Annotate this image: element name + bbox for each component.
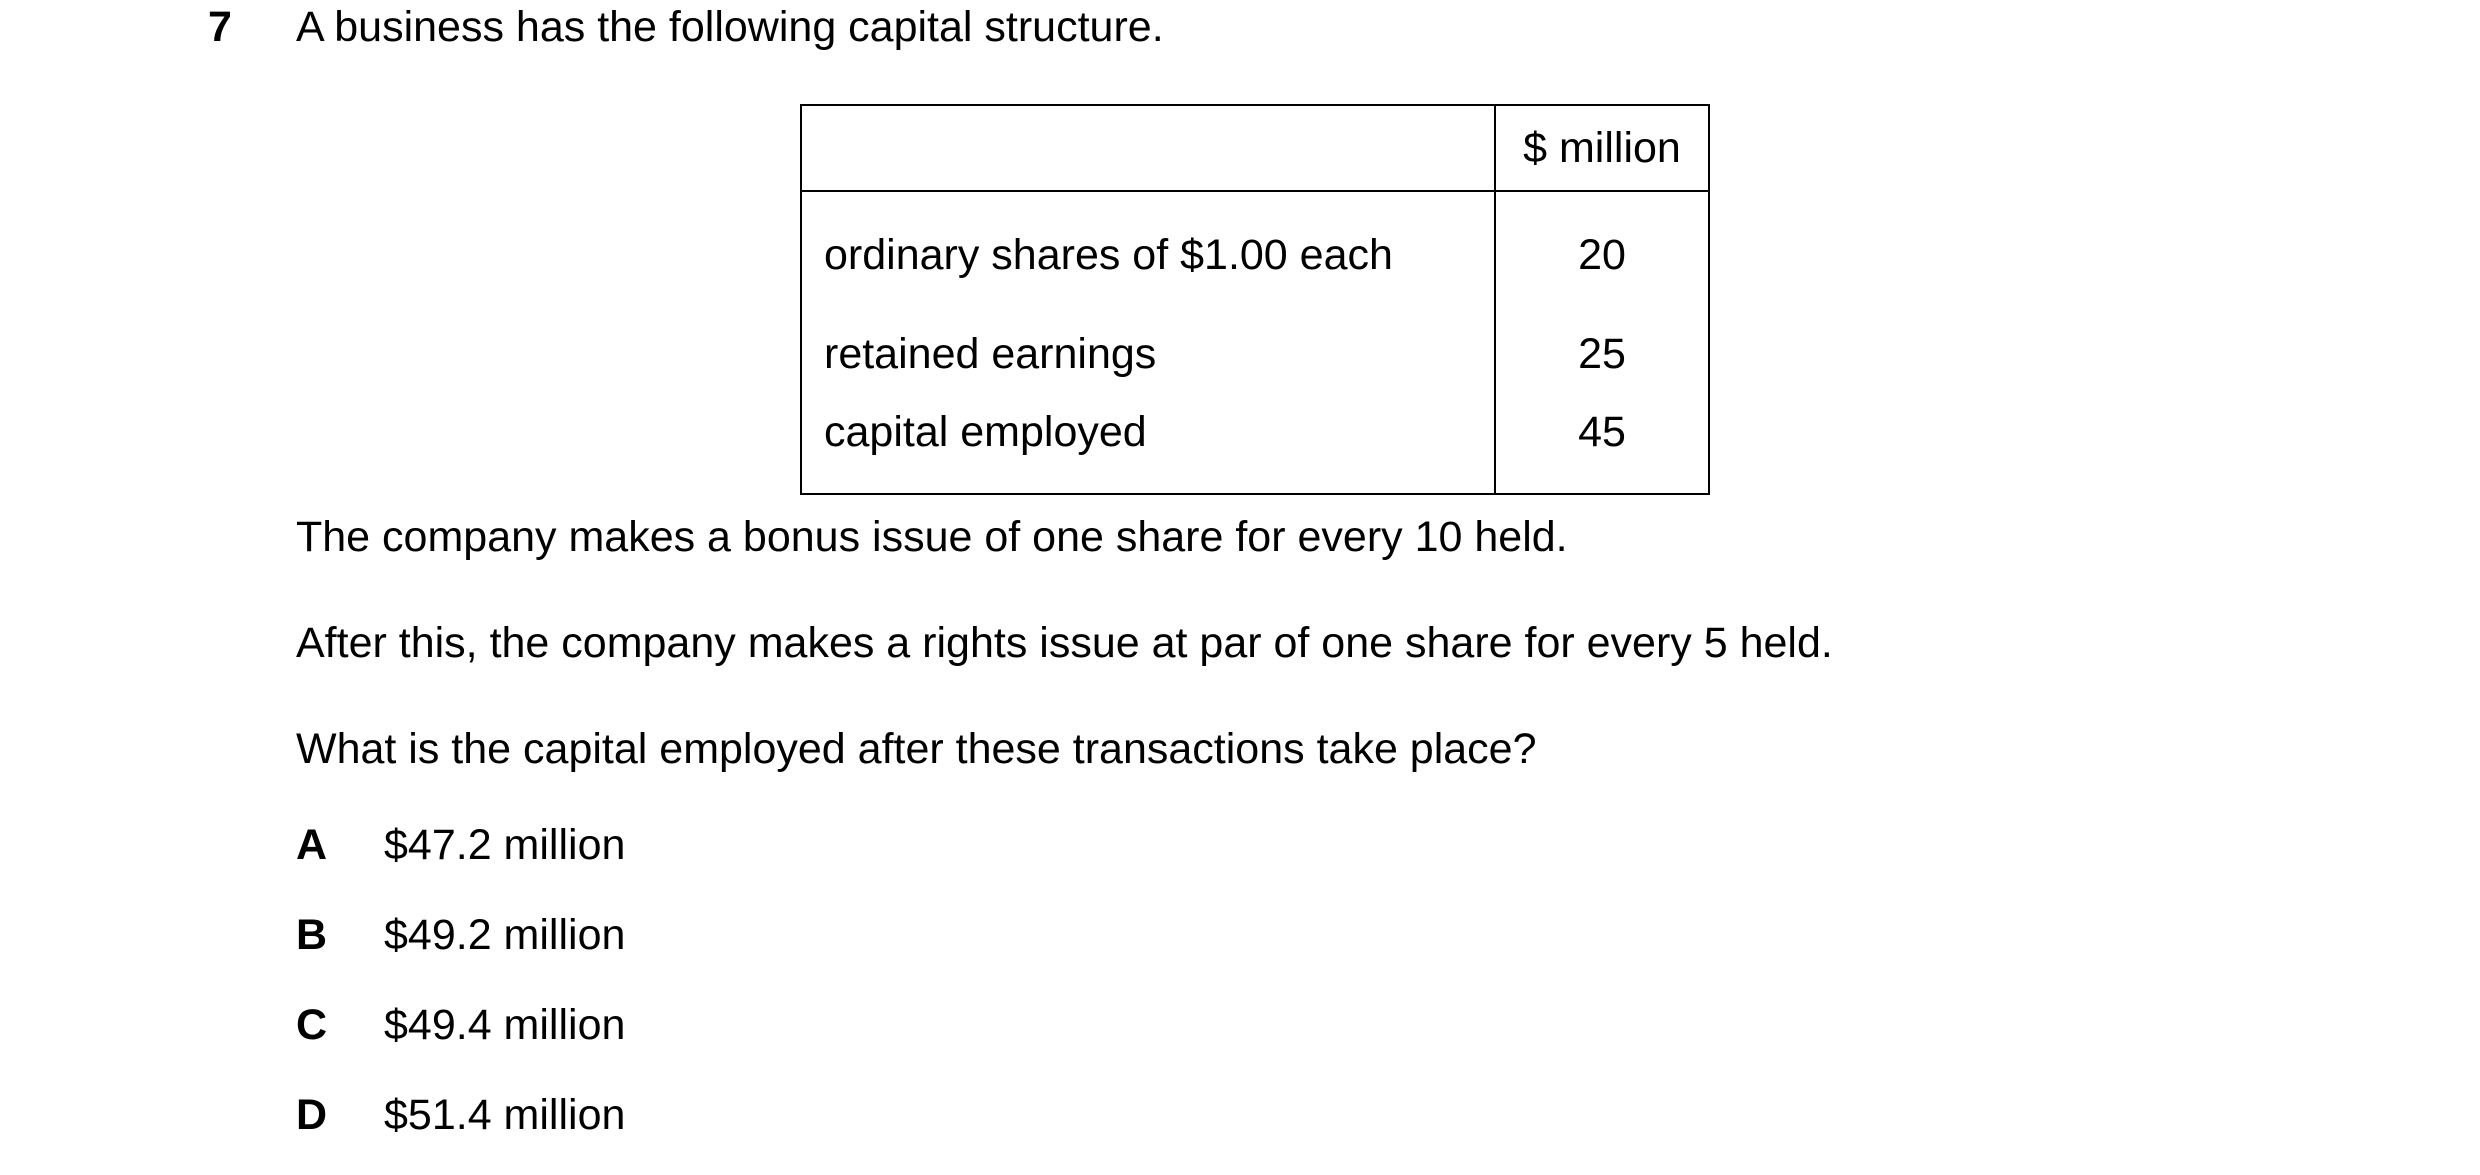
- option-letter: D: [296, 1091, 328, 1139]
- table-row: [801, 310, 1709, 397]
- row-label: capital employed: [801, 397, 1495, 494]
- row-value: 45: [1495, 397, 1709, 494]
- paragraph-rights-issue: After this, the company makes a rights issue at par of one share for every 5 held.: [296, 619, 1833, 667]
- question-intro: A business has the following capital structure.: [296, 3, 1164, 51]
- row-label: ordinary shares of $1.00 each: [801, 191, 1495, 310]
- option-text: $47.2 million: [384, 821, 626, 869]
- option-text: $49.4 million: [384, 1001, 626, 1049]
- row-value: 25: [1495, 310, 1709, 397]
- paragraph-bonus-issue: The company makes a bonus issue of one share for every 10 held.: [296, 513, 1568, 561]
- question-prompt: What is the capital employed after these transactions take place?: [296, 725, 1537, 773]
- option-text: $51.4 million: [384, 1091, 626, 1139]
- table-row: [801, 397, 1709, 494]
- table-header-unit: $ million: [1495, 105, 1709, 191]
- question-number: 7: [208, 3, 232, 51]
- table-header-row: [801, 105, 1709, 191]
- table-header-blank: [801, 105, 1495, 191]
- row-value: 20: [1495, 191, 1709, 310]
- option-text: $49.2 million: [384, 911, 626, 959]
- table-row: [801, 191, 1709, 310]
- row-label: retained earnings: [801, 310, 1495, 397]
- option-letter: A: [296, 821, 328, 869]
- option-letter: C: [296, 1001, 328, 1049]
- option-letter: B: [296, 911, 328, 959]
- capital-structure-table: [800, 104, 1710, 495]
